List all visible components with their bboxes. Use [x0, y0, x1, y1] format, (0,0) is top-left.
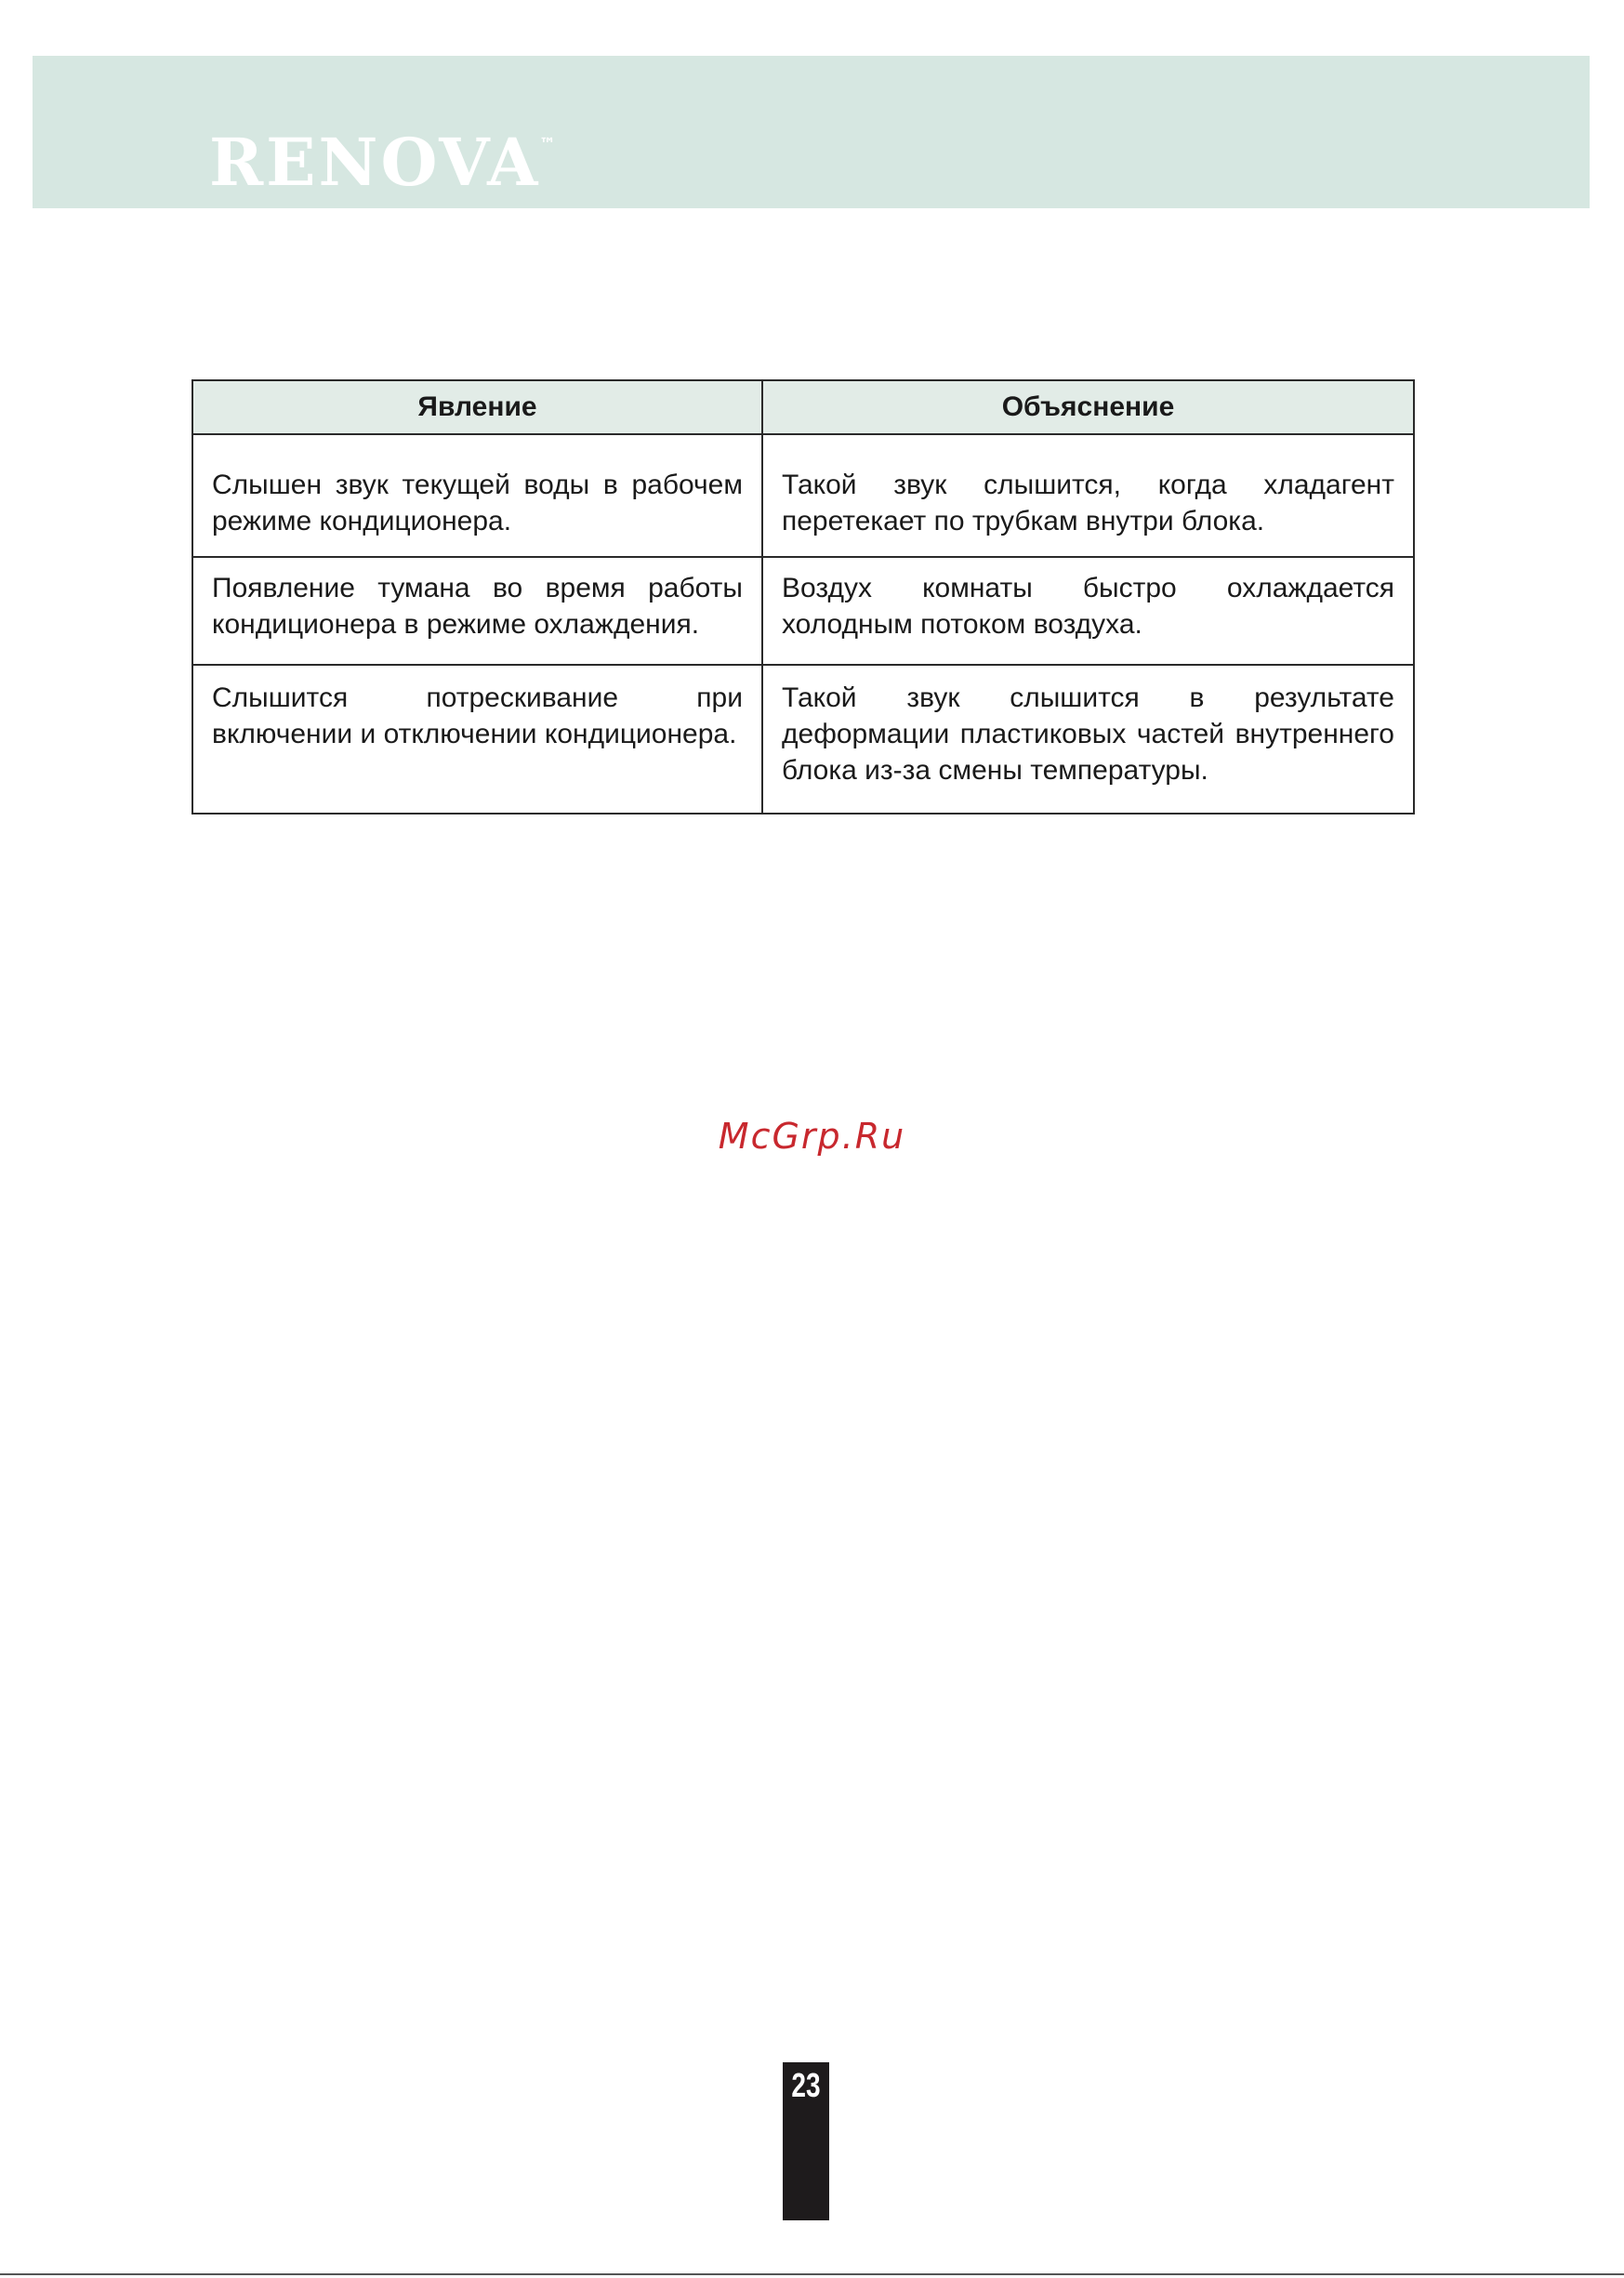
- brand-logo: RENOVA: [209, 124, 541, 201]
- explanation-cell: [762, 665, 1414, 814]
- explanation-cell: [762, 557, 1414, 665]
- phenomenon-cell: [192, 665, 762, 814]
- phenomenon-cell: [192, 434, 762, 557]
- trademark-symbol: ™: [539, 135, 556, 154]
- phenomenon-text: Появление тумана во время работы кондиционера в режиме охлаждения.: [212, 573, 743, 640]
- phenomenon-text: Слышен звук текущей воды в рабочем режиме кондиционера.: [212, 470, 743, 536]
- watermark-link[interactable]: McGrp.Ru: [718, 1116, 906, 1157]
- table-row: [192, 665, 1414, 814]
- explanation-text: Воздух комнаты быстро охлаждается холодным потоком воздуха.: [782, 573, 1394, 640]
- troubleshooting-table: [191, 379, 1415, 815]
- table-header-row: [192, 380, 1414, 434]
- troubleshooting-table-container: [191, 379, 1413, 815]
- explanation-text: Такой звук слышится в результате деформации пластиковых частей внутреннего блока из-за смены температуры.: [782, 682, 1394, 786]
- column-header-explanation: Объяснение: [762, 380, 1414, 434]
- table-row: [192, 557, 1414, 665]
- page-number: 23: [791, 2066, 821, 2104]
- bottom-rule: [0, 2273, 1624, 2275]
- phenomenon-cell: [192, 557, 762, 665]
- phenomenon-text: Слышится потрескивание при включении и отключении кондиционера.: [212, 682, 743, 749]
- column-header-phenomenon: Явление: [192, 380, 762, 434]
- explanation-cell: [762, 434, 1414, 557]
- explanation-text: Такой звук слышится, когда хладагент перетекает по трубкам внутри блока.: [782, 470, 1394, 536]
- table-row: [192, 434, 1414, 557]
